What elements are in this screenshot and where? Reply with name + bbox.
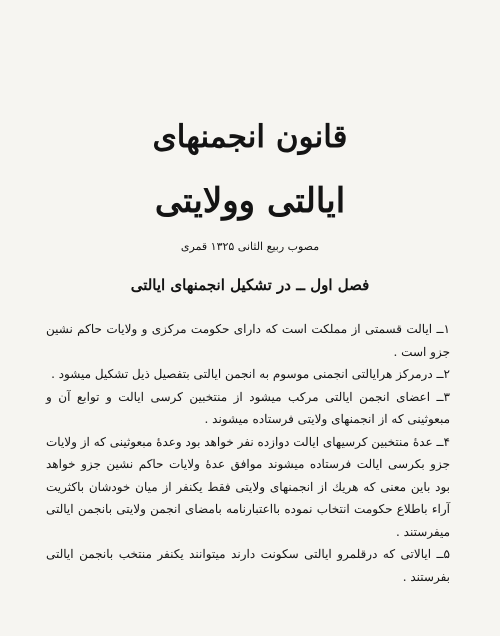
article-5: ۵ــ ایالاتی که درقلمرو ایالتی سکونت دارند میتوانند یکنفر منتخب بانجمن ایالتی بفرستند . xyxy=(46,547,450,584)
article-1: ۱ــ ایالت قسمتی از مملکت است که دارای حکومت مرکزی و ولایات حاکم نشین جزو است . xyxy=(46,322,450,359)
title-line-2: ایالتی وولایتی xyxy=(154,181,346,221)
articles-body xyxy=(46,318,450,588)
section-heading: فصل اول ــ در تشکیل انجمنهای ایالتی xyxy=(130,276,370,294)
article-4: ۴ــ عدهٔ منتخبین کرسیهای ایالت دوازده نفر خواهد بود وعدهٔ مبعوثینی که از ولایات جزو بکرسی ایالت فرستاده میشوند موافق عدهٔ ولایات حاکم نشین جزو خواهد بود باین معنی که هریك از انجمنهای ولایتی فقط یکنفر از میان خودشان باکثریت آراء باطلاع حکومت انتخاب نموده بااعتبارنامه بامضای انجمن ولایتی بانجمن ایالتی میفرستند . xyxy=(46,434,450,539)
ratification-date: مصوب ربیع الثانی ۱۳۲۵ قمری xyxy=(180,240,320,253)
title-line-1: قانون انجمنهای xyxy=(152,119,348,155)
article-2: ۲ــ درمرکز هرایالتی انجمنی موسوم به انجمن ایالتی بتفصیل ذیل تشکیل میشود . xyxy=(51,367,450,381)
article-3: ۳ــ اعضای انجمن ایالتی مرکب میشود از منتخبین کرسی ایالت و توابع آن و مبعوثینی که از انجمنهای ولایتی فرستاده میشوند . xyxy=(46,389,450,426)
